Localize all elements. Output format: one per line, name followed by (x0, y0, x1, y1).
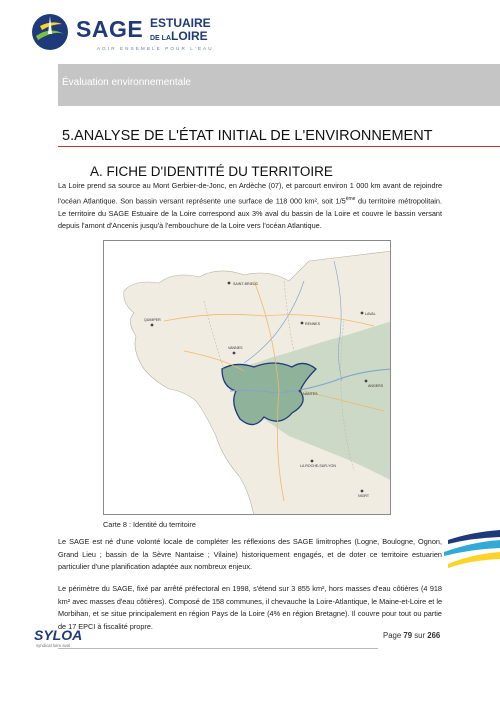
sage-perimeter-paragraph: Le périmètre du SAGE, fixé par arrêté préfectoral en 1998, s'étend sur 3 855 km², hors masses d'eau côtières (4 918 km² avec masses d'eau côtières). Composé de 158 communes, il chevauche la Loire-Atlantique, le Maine-et-Loire et le Morbihan, et se situe principalement en région Pays de la Loire (4% en région Bretagne). Il couvre pour tout ou partie de 17 EPCI à fiscalité propre. (58, 584, 442, 631)
map-label-quimper: QUIMPER (144, 318, 161, 322)
intro-paragraph-sup: ème (345, 195, 356, 202)
logo-loire-word: LOIRE (171, 29, 208, 43)
sage-logo-icon (30, 12, 70, 52)
page-middle: sur (412, 631, 428, 640)
subsection-title: A. FICHE D'IDENTITÉ DU TERRITOIRE (90, 164, 333, 179)
sage-logo (30, 12, 220, 56)
page-prefix: Page (383, 631, 404, 640)
page-number (383, 631, 440, 640)
map-label-saint-brieuc: SAINT-BRIEUC (233, 282, 259, 286)
logo-tagline: AGIR ENSEMBLE POUR L'EAU (97, 46, 214, 51)
map-dot-nantes (299, 390, 302, 393)
map-label-rennes: RENNES (305, 322, 320, 326)
territory-map (103, 240, 391, 515)
footer-syloa-logo: SYLOA (34, 627, 83, 643)
map-dot-rennes (301, 322, 304, 325)
footer-rule (58, 648, 378, 649)
map-label-laval: LAVAL (365, 312, 376, 316)
intro-paragraph (58, 180, 442, 233)
footer-syloa-subtitle: syndicat loire aval (36, 643, 71, 648)
logo-loire-text (150, 30, 208, 45)
map-dot-saint-brieuc (228, 282, 231, 285)
map-dot-niort (361, 490, 364, 493)
map-dot-angers (365, 380, 368, 383)
page-total: 266 (427, 631, 441, 640)
page-current: 79 (403, 631, 413, 640)
map-label-vannes: VANNES (228, 346, 243, 350)
logo-sage-text: SAGE (76, 16, 144, 42)
logo-de-la-text: DE LA (150, 35, 171, 42)
map-label-nantes: NANTES (303, 392, 318, 396)
map-dot-quimper (151, 324, 154, 327)
section-title-rule (58, 146, 500, 147)
header-band-label: Évaluation environnementale (62, 77, 191, 88)
decorative-stripes (442, 528, 500, 574)
map-dot-laval (361, 312, 364, 315)
map-label-niort: NIORT (358, 494, 370, 498)
intro-paragraph-start: La Loire prend sa source au Mont Gerbier-de-Jonc, en Ardèche (07), et parcourt environ 1 000 km avant de rejoindre l'océan Atlantique. Son bassin versant représente une surface de 118 000 km², soit 1/5 (58, 181, 442, 206)
header-band (58, 64, 500, 106)
map-dot-la-roche (311, 460, 314, 463)
section-title: 5.ANALYSE DE L'ÉTAT INITIAL DE L'ENVIRONNEMENT (62, 128, 433, 144)
territory-map-graphic (104, 241, 391, 515)
map-dot-vannes (233, 352, 236, 355)
logo-estuaire-text: ESTUAIRE (150, 16, 211, 30)
intro-paragraph-end: du territoire métropolitain. Le territoire du SAGE Estuaire de la Loire correspond aux 3% aval du bassin de la Loire et couvre le bassin versant depuis l'amont d'Ancenis jusqu'à l'embouchure de la Loire vers l'océan Atlantique. (58, 196, 442, 231)
sage-origin-paragraph: Le SAGE est né d'une volonté locale de compléter les réflexions des SAGE limitrophes (Logne, Boulogne, Ognon, Grand Lieu ; bassin de la Sèvre Nantaise ; Vilaine) historiquement engagés, et de doter ce territoire estuarien particulier d'une planification adaptée aux nombreux enjeux. (58, 537, 442, 572)
map-label-la-roche: LA ROCHE-SUR-YON (300, 464, 336, 468)
map-label-angers: ANGERS (368, 384, 384, 388)
map-caption: Carte 8 : Identité du territoire (103, 520, 196, 529)
